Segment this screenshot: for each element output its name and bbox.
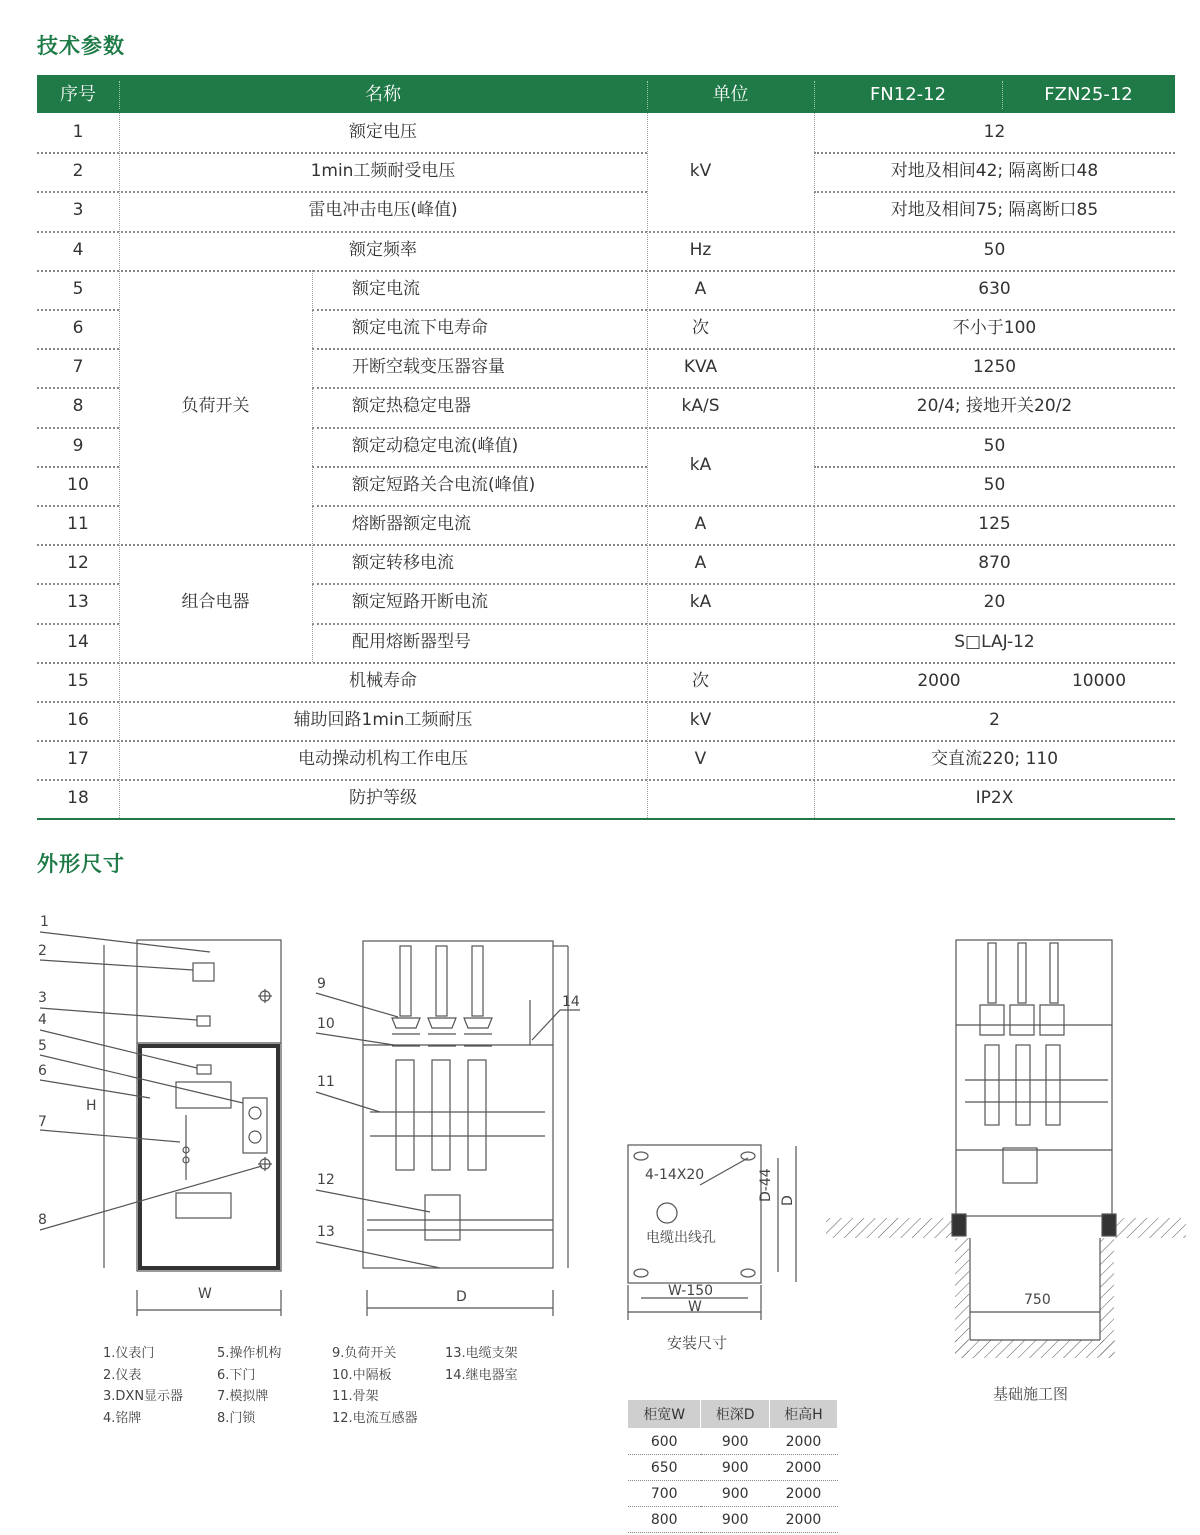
front-view-drawing: [40, 932, 281, 1316]
drawing-label: 2: [38, 943, 47, 959]
drawing-label: 7: [38, 1114, 47, 1130]
row-value: 20: [983, 592, 1006, 613]
row-divider: [37, 191, 647, 193]
row-seq: 11: [67, 514, 89, 534]
row-divider: [312, 623, 1175, 625]
row-unit: KVA: [683, 357, 718, 378]
row-value: 对地及相间75; 隔离断口85: [890, 200, 1099, 221]
row-unit: kA: [689, 592, 712, 613]
row-value: 870: [978, 553, 1011, 574]
dim-cell: 650: [628, 1455, 701, 1481]
row-name: 防护等级: [349, 788, 417, 809]
row-seq: 17: [67, 749, 89, 770]
dim-cell: 2000: [769, 1455, 837, 1481]
dim-cell: 2000: [769, 1429, 837, 1455]
legend-item: 10.中隔板: [332, 1367, 392, 1383]
row-seq: 13: [67, 592, 89, 613]
row-divider: [37, 348, 119, 350]
row-value: 50: [983, 474, 1006, 495]
row-seq: 15: [67, 670, 89, 691]
legend-item: 3.DXN显示器: [103, 1389, 184, 1405]
legend-item: 5.操作机构: [217, 1346, 282, 1361]
row-value: 1250: [972, 357, 1017, 378]
dim-header: 柜深D: [701, 1400, 769, 1429]
col-divider: [119, 113, 120, 818]
row-divider: [312, 505, 1175, 507]
col-divider: [312, 270, 313, 662]
row-value: IP2X: [975, 788, 1014, 809]
drawing-label: 电缆出线孔: [646, 1230, 716, 1246]
foundation-drawing: [826, 940, 1186, 1358]
row-divider: [37, 544, 1175, 546]
row-divider: [312, 348, 1175, 350]
row-seq: 18: [67, 788, 89, 809]
drawing-label: 10: [317, 1016, 335, 1032]
header-unit: 单位: [712, 84, 749, 105]
drawing-label: 安装尺寸: [667, 1334, 728, 1352]
dim-header: 柜高H: [769, 1400, 837, 1429]
spec-table-body: [37, 113, 1175, 820]
row-divider: [312, 387, 1175, 389]
drawing-label: W-150: [668, 1283, 714, 1299]
legend-item: 8.门锁: [217, 1411, 256, 1427]
legend-item: 7.模拟牌: [217, 1389, 269, 1405]
row-divider: [37, 701, 1175, 703]
dim-cell: 900: [701, 1481, 769, 1507]
row-unit: 次: [692, 670, 709, 691]
row-divider: [312, 466, 647, 468]
row-name: 额定电压: [349, 122, 417, 142]
row-divider: [37, 427, 119, 429]
row-divider: [37, 466, 119, 468]
legend-col-3: [332, 1343, 418, 1430]
legend-item: 14.继电器室: [445, 1367, 518, 1383]
drawing-label: D: [456, 1289, 467, 1305]
dim-cell: 600: [628, 1429, 701, 1455]
row-name: 额定短路关合电流(峰值): [352, 474, 536, 495]
drawing-label: 基础施工图: [993, 1385, 1069, 1403]
drawing-label: W: [198, 1286, 212, 1302]
row-divider: [37, 309, 119, 311]
drawing-label: 750: [1024, 1292, 1051, 1308]
dim-cell: 700: [628, 1481, 701, 1507]
drawing-label: 6: [38, 1063, 47, 1079]
table-row: [628, 1455, 838, 1481]
header-model2: FZN25-12: [1044, 84, 1133, 105]
row-unit: kA/S: [681, 396, 720, 417]
cabinet-dimension-table: [627, 1399, 838, 1533]
row-unit: A: [694, 514, 707, 534]
row-seq: 2: [72, 161, 84, 182]
row-divider: [37, 623, 119, 625]
drawing-label: 4: [38, 1012, 47, 1028]
row-seq: 14: [67, 631, 89, 652]
legend-item: 1.仪表门: [103, 1346, 155, 1361]
row-divider: [37, 583, 119, 585]
dim-cell: 900: [701, 1507, 769, 1533]
row-divider: [312, 583, 1175, 585]
legend-item: 13.电缆支架: [445, 1346, 518, 1361]
drawing-label-vertical: D: [780, 1195, 796, 1206]
table-row: [628, 1429, 838, 1455]
row-name: 雷电冲击电压(峰值): [308, 200, 458, 221]
row-divider: [814, 152, 1175, 154]
dim-cell: 900: [701, 1455, 769, 1481]
drawing-label: W: [688, 1299, 702, 1315]
row-divider: [37, 505, 119, 507]
row-unit: V: [694, 749, 707, 770]
side-view-drawing: [316, 941, 580, 1316]
row-name: 额定电流下电寿命: [352, 318, 488, 338]
drawing-label: 1: [40, 914, 49, 930]
table-row: [628, 1507, 838, 1533]
row-unit: kV: [689, 710, 712, 730]
col-divider: [814, 113, 815, 818]
row-seq: 5: [72, 278, 84, 299]
row-divider: [37, 231, 1175, 233]
row-divider: [814, 191, 1175, 193]
row-name: 额定动稳定电流(峰值): [352, 435, 519, 456]
row-divider: [37, 270, 1175, 272]
row-value: 交直流220; 110: [930, 749, 1059, 770]
row-divider: [37, 662, 1175, 664]
dim-cell: 900: [701, 1429, 769, 1455]
row-unit: Hz: [689, 239, 712, 260]
drawing-label: H: [86, 1098, 97, 1114]
row-name: 额定电流: [352, 278, 420, 299]
dimensions-title: 外形尺寸: [37, 852, 125, 876]
col-divider: [647, 113, 648, 818]
row-divider: [814, 466, 1175, 468]
row-divider: [37, 152, 647, 154]
row-seq: 8: [72, 396, 84, 417]
row-value: 不小于100: [952, 318, 1037, 338]
row-divider: [37, 779, 1175, 781]
dim-cell: 2000: [769, 1481, 837, 1507]
row-unit: 次: [692, 318, 709, 338]
drawing-label: 5: [38, 1038, 47, 1054]
drawing-label: 4-14X20: [645, 1167, 705, 1183]
row-value: 对地及相间42; 隔离断口48: [890, 161, 1099, 182]
row-divider: [37, 387, 119, 389]
drawing-label-vertical: D-44: [758, 1168, 774, 1202]
row-seq: 6: [72, 318, 84, 338]
row-unit-merged: kA: [689, 455, 712, 476]
row-seq: 1: [72, 122, 84, 142]
row-divider: [37, 740, 1175, 742]
header-name: 名称: [365, 84, 401, 105]
legend-col-4: [445, 1343, 518, 1386]
dim-cell: 800: [628, 1507, 701, 1533]
group-label-combined: 组合电器: [181, 592, 250, 613]
legend-col-2: [217, 1343, 281, 1430]
row-seq: 16: [67, 710, 89, 730]
row-value: 2: [989, 710, 1000, 730]
row-name: 熔断器额定电流: [352, 514, 471, 534]
row-value: 20/4; 接地开关20/2: [916, 396, 1073, 417]
dim-cell: 2000: [769, 1507, 837, 1533]
row-seq: 12: [67, 553, 89, 574]
row-name: 额定热稳定电器: [352, 396, 471, 417]
row-seq: 9: [72, 435, 84, 456]
row-value2: 10000: [1071, 670, 1127, 691]
row-seq: 4: [72, 239, 84, 260]
row-name: 额定频率: [349, 239, 417, 260]
spec-table: [37, 75, 1175, 820]
header-model1: FN12-12: [869, 84, 947, 105]
group-label-load-switch: 负荷开关: [181, 396, 250, 417]
row-name: 电动操动机构工作电压: [298, 749, 468, 770]
legend-col-1: [103, 1343, 183, 1430]
drawing-label: 14: [562, 994, 580, 1010]
legend-item: 12.电流互感器: [332, 1411, 418, 1427]
drawing-label: 9: [317, 976, 326, 992]
row-divider: [312, 309, 1175, 311]
row-value: S□LAJ-12: [954, 631, 1035, 652]
drawing-label: 8: [38, 1212, 47, 1228]
legend-item: 6.下门: [217, 1367, 256, 1383]
legend-item: 2.仪表: [103, 1367, 142, 1383]
tech-params-title: 技术参数: [37, 34, 125, 58]
header-seq: 序号: [60, 84, 96, 105]
table-row: [628, 1481, 838, 1507]
row-unit: kV: [689, 161, 712, 182]
row-unit: A: [694, 278, 707, 299]
row-value: 2000: [917, 670, 961, 691]
row-name: 1min工频耐受电压: [310, 161, 456, 182]
row-name: 额定短路开断电流: [352, 592, 488, 613]
row-value: 125: [978, 514, 1011, 534]
drawing-label: 3: [38, 990, 47, 1006]
row-seq: 10: [67, 474, 89, 495]
legend-item: 4.铭牌: [103, 1411, 142, 1427]
drawing-label: 12: [317, 1172, 335, 1188]
row-name: 机械寿命: [349, 670, 417, 691]
row-name: 配用熔断器型号: [352, 631, 471, 652]
row-name: 辅助回路1min工频耐压: [293, 710, 473, 730]
row-value: 630: [978, 278, 1011, 299]
row-name: 开断空载变压器容量: [352, 357, 505, 378]
row-value: 50: [983, 239, 1006, 260]
row-seq: 7: [72, 357, 84, 378]
row-name: 额定转移电流: [352, 553, 454, 574]
row-unit: A: [694, 553, 707, 574]
drawing-label: 13: [317, 1224, 335, 1240]
row-value: 50: [983, 435, 1006, 456]
legend-item: 9.负荷开关: [332, 1346, 397, 1361]
row-seq: 3: [72, 200, 84, 221]
dim-header: 柜宽W: [628, 1400, 701, 1429]
legend-item: 11.骨架: [332, 1389, 379, 1405]
drawing-label: 11: [317, 1074, 335, 1090]
row-value: 12: [983, 122, 1006, 142]
row-divider: [312, 427, 1175, 429]
spec-table-header: [37, 75, 1175, 113]
